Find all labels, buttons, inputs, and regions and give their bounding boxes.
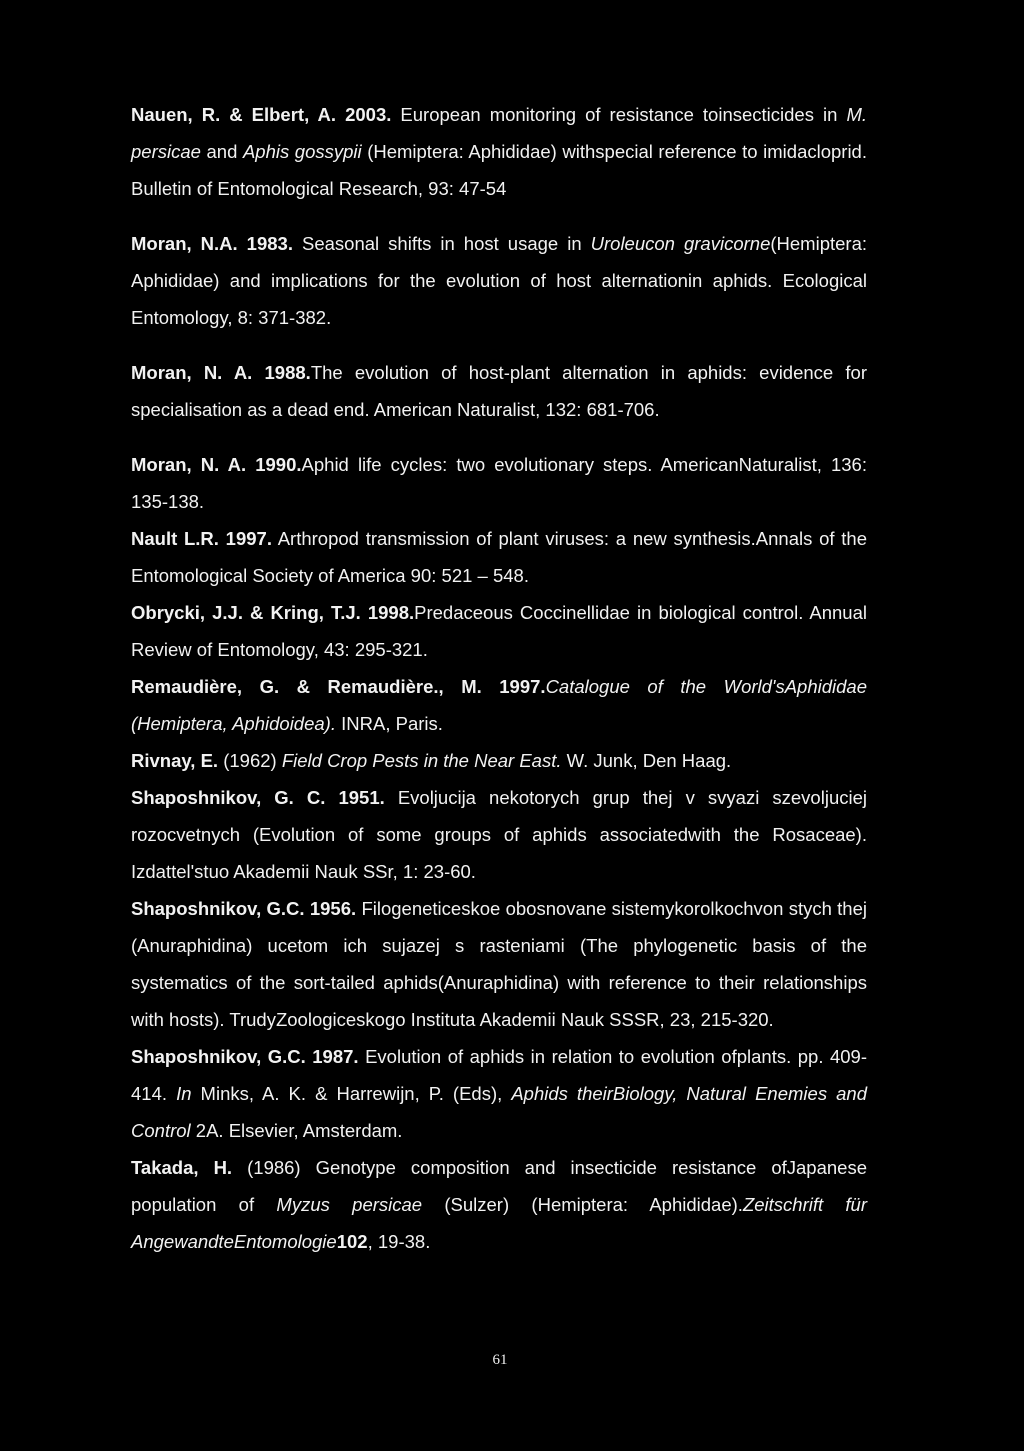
- reference-italic-text: Zeitschrift für AngewandteEntomologie: [131, 1194, 867, 1252]
- reference-text: Aphid life cycles: two evolutionary steps. AmericanNaturalist, 136: 135-138.: [131, 454, 867, 512]
- reference-author-year: Moran, N. A. 1990.: [131, 454, 302, 475]
- reference-text: The evolution of host-plant alternation in aphids: evidence for specialisation as a dead end. American Naturalist, 132: 681-706.: [131, 362, 867, 420]
- reference-text: Seasonal shifts in host usage in: [292, 233, 591, 254]
- reference-remaudiere-1997: [131, 668, 867, 742]
- reference-rivnay-1962: [131, 742, 867, 779]
- reference-italic-text: Aphids theirBiology, Natural Enemies and Control: [131, 1083, 867, 1141]
- reference-italic-text: Myzus persicae: [276, 1194, 423, 1215]
- reference-text: Filogeneticeskoe obosnovane sistemykorolkochvon stych thej (Anuraphidina) ucetom ich sujazej s rasteniami (The phylogenetic basis of the systematics of the sort-tailed aphids(Anuraphidina) with reference to their relationships with hosts). TrudyZoologiceskogo Instituta Akademii Nauk SSSR, 23, 215-320.: [131, 898, 867, 1030]
- reference-italic-text: Field Crop Pests in the Near East.: [281, 750, 562, 771]
- reference-moran-1983: [131, 225, 867, 336]
- reference-author-year: Shaposhnikov, G.C. 1956.: [131, 898, 357, 919]
- reference-author-year: Takada, H.: [131, 1157, 233, 1178]
- reference-text: INRA, Paris.: [335, 713, 443, 734]
- reference-moran-1988: [131, 354, 867, 428]
- reference-text: Predaceous Coccinellidae in biological control. Annual Review of Entomology, 43: 295-321.: [131, 602, 867, 660]
- reference-text: (Hemiptera: Aphididae) withspecial reference to imidacloprid. Bulletin of Entomological Research, 93: 47-54: [131, 141, 867, 199]
- reference-obrycki-1998: [131, 594, 867, 668]
- reference-nault-1997: [131, 520, 867, 594]
- reference-text: Minks, A. K. & Harrewijn, P. (Eds),: [191, 1083, 512, 1104]
- reference-text: , 19-38.: [367, 1231, 431, 1252]
- reference-author-year: Shaposhnikov, G. C. 1951.: [131, 787, 385, 808]
- reference-author-year: Moran, N. A. 1988.: [131, 362, 311, 383]
- reference-moran-1990: [131, 446, 867, 520]
- reference-author-year: Rivnay, E.: [131, 750, 219, 771]
- reference-text: Arthropod transmission of plant viruses: a new synthesis.Annals of the Entomological Society of America 90: 521 – 548.: [131, 528, 867, 586]
- reference-italic-text: M. persicae: [131, 104, 867, 162]
- reference-text: European monitoring of resistance toinsecticides in: [391, 104, 847, 125]
- reference-text: (1986) Genotype composition and insecticide resistance ofJapanese population of: [131, 1157, 867, 1215]
- page-number: 61: [492, 1352, 508, 1368]
- reference-shaposhnikov-1951: [131, 779, 867, 890]
- reference-author-year: Nault L.R. 1997.: [131, 528, 272, 549]
- reference-text: (Hemiptera: Aphididae) and implications for the evolution of host alternationin aphids. Ecological Entomology, 8: 371-382.: [131, 233, 868, 328]
- reference-author-year: Moran, N.A. 1983.: [131, 233, 293, 254]
- reference-text: Evolution of aphids in relation to evolution ofplants. pp. 409-414.: [131, 1046, 867, 1104]
- reference-text: Evoljucija nekotorych grup thej v svyazi szevoljuciej rozocvetnych (Evolution of some groups of aphids associatedwith the Rosaceae). Izdattel'stuo Akademii Nauk SSr, 1: 23-60.: [131, 787, 867, 882]
- reference-shaposhnikov-1987: [131, 1038, 867, 1149]
- reference-takada-1986: [131, 1149, 867, 1260]
- reference-nauen-2003: [131, 96, 867, 207]
- reference-italic-text: Aphis gossypii: [242, 141, 362, 162]
- reference-text: 2A. Elsevier, Amsterdam.: [190, 1120, 403, 1141]
- reference-shaposhnikov-1956: [131, 890, 867, 1038]
- reference-text: W. Junk, Den Haag.: [561, 750, 732, 771]
- reference-author-year: Obrycki, J.J. & Kring, T.J. 1998.: [131, 602, 415, 623]
- reference-text: (Sulzer) (Hemiptera: Aphididae).: [422, 1194, 743, 1215]
- reference-author-year: Nauen, R. & Elbert, A. 2003.: [131, 104, 392, 125]
- reference-author-year: Shaposhnikov, G.C. 1987.: [131, 1046, 359, 1067]
- reference-text: (1962): [218, 750, 282, 771]
- reference-text: and: [200, 141, 243, 162]
- reference-list: [131, 96, 867, 1260]
- reference-author-year: 102: [336, 1231, 368, 1252]
- reference-italic-text: In: [176, 1083, 192, 1104]
- reference-italic-text: Uroleucon gravicorne: [590, 233, 771, 254]
- reference-italic-text: Catalogue of the World'sAphididae (Hemiptera, Aphidoidea).: [131, 676, 867, 734]
- reference-author-year: Remaudière, G. & Remaudière., M. 1997.: [131, 676, 546, 697]
